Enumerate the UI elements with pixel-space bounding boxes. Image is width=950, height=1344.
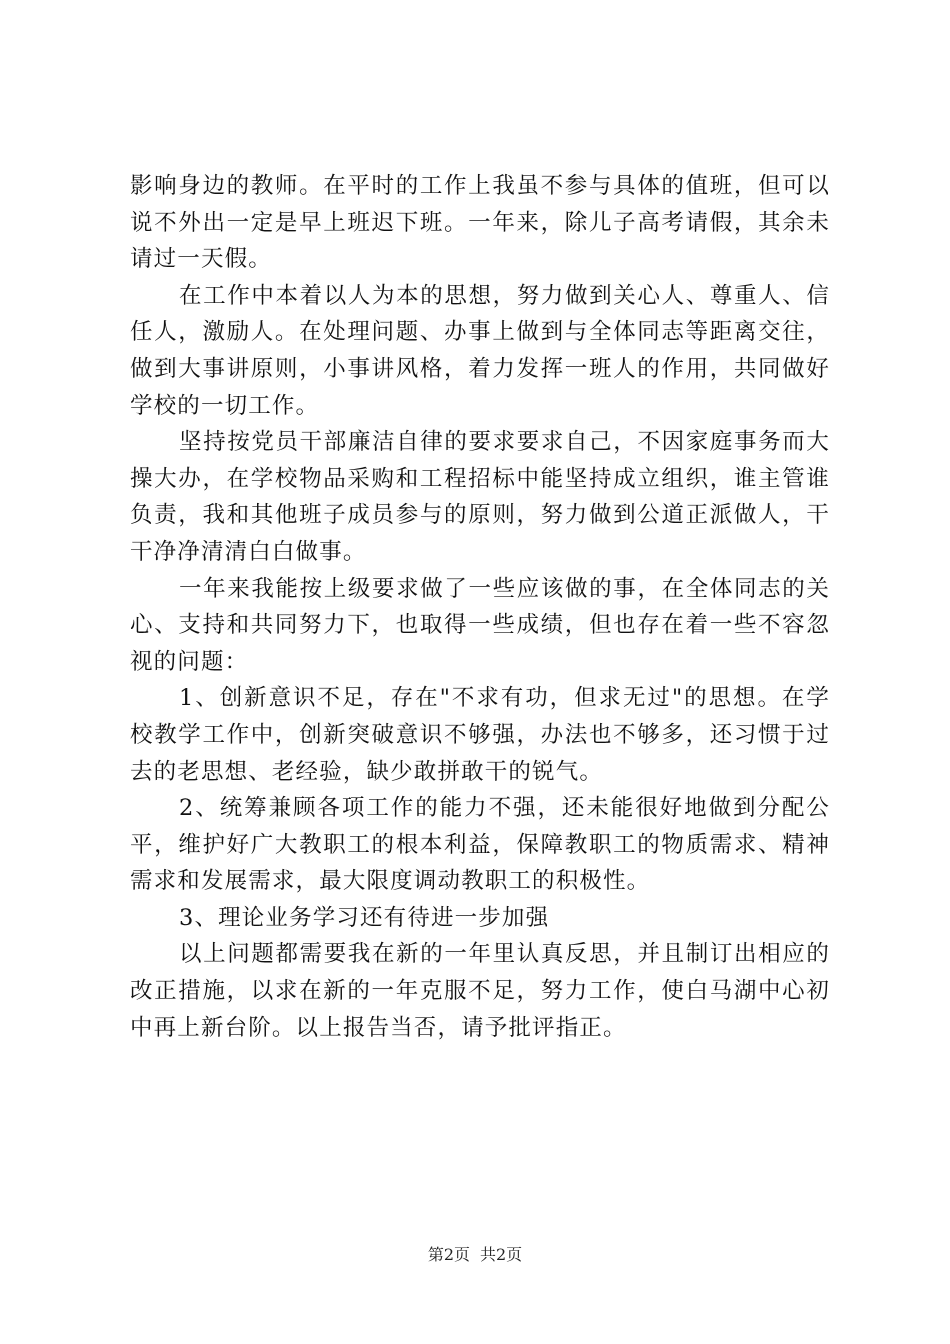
paragraph-8: 以上问题都需要我在新的一年里认真反思，并且制订出相应的改正措施，以求在新的一年克服不足，努力工作，使白马湖中心初中再上新台阶。以上报告当否，请予批评指正。 xyxy=(130,941,830,1041)
paragraph-4: 一年来我能按上级要求做了一些应该做的事，在全体同志的关心、支持和共同努力下，也取得一些成绩，但也存在着一些不容忽视的问题： xyxy=(130,575,830,675)
document-body xyxy=(130,168,830,1046)
paragraph-7: 3、理论业务学习还有待进一步加强 xyxy=(179,904,550,931)
paragraph-3: 坚持按党员干部廉洁自律的要求要求自己，不因家庭事务而大操大办，在学校物品采购和工程招标中能坚持成立组织，谁主管谁负责，我和其他班子成员参与的原则，努力做到公道正派做人，干干净净清清白白做事。 xyxy=(130,429,830,565)
page-footer xyxy=(0,1244,950,1266)
paragraph-5: 1、创新意识不足，存在"不求有功，但求无过"的思想。在学校教学工作中，创新突破意识不够强，办法也不够多，还习惯于过去的老思想、老经验，缺少敢拼敢干的锐气。 xyxy=(130,685,830,785)
page-number: 第2页 xyxy=(427,1245,470,1264)
page-total: 共2页 xyxy=(480,1245,523,1264)
paragraph-1: 影响身边的教师。在平时的工作上我虽不参与具体的值班，但可以说不外出一定是早上班迟下班。一年来，除儿子高考请假，其余未请过一天假。 xyxy=(130,173,830,273)
paragraph-6: 2、统筹兼顾各项工作的能力不强，还未能很好地做到分配公平，维护好广大教职工的根本利益，保障教职工的物质需求、精神需求和发展需求，最大限度调动教职工的积极性。 xyxy=(130,795,830,895)
paragraph-2: 在工作中本着以人为本的思想，努力做到关心人、尊重人、信任人，激励人。在处理问题、办事上做到与全体同志等距离交往，做到大事讲原则，小事讲风格，着力发挥一班人的作用，共同做好学校的一切工作。 xyxy=(130,282,830,419)
